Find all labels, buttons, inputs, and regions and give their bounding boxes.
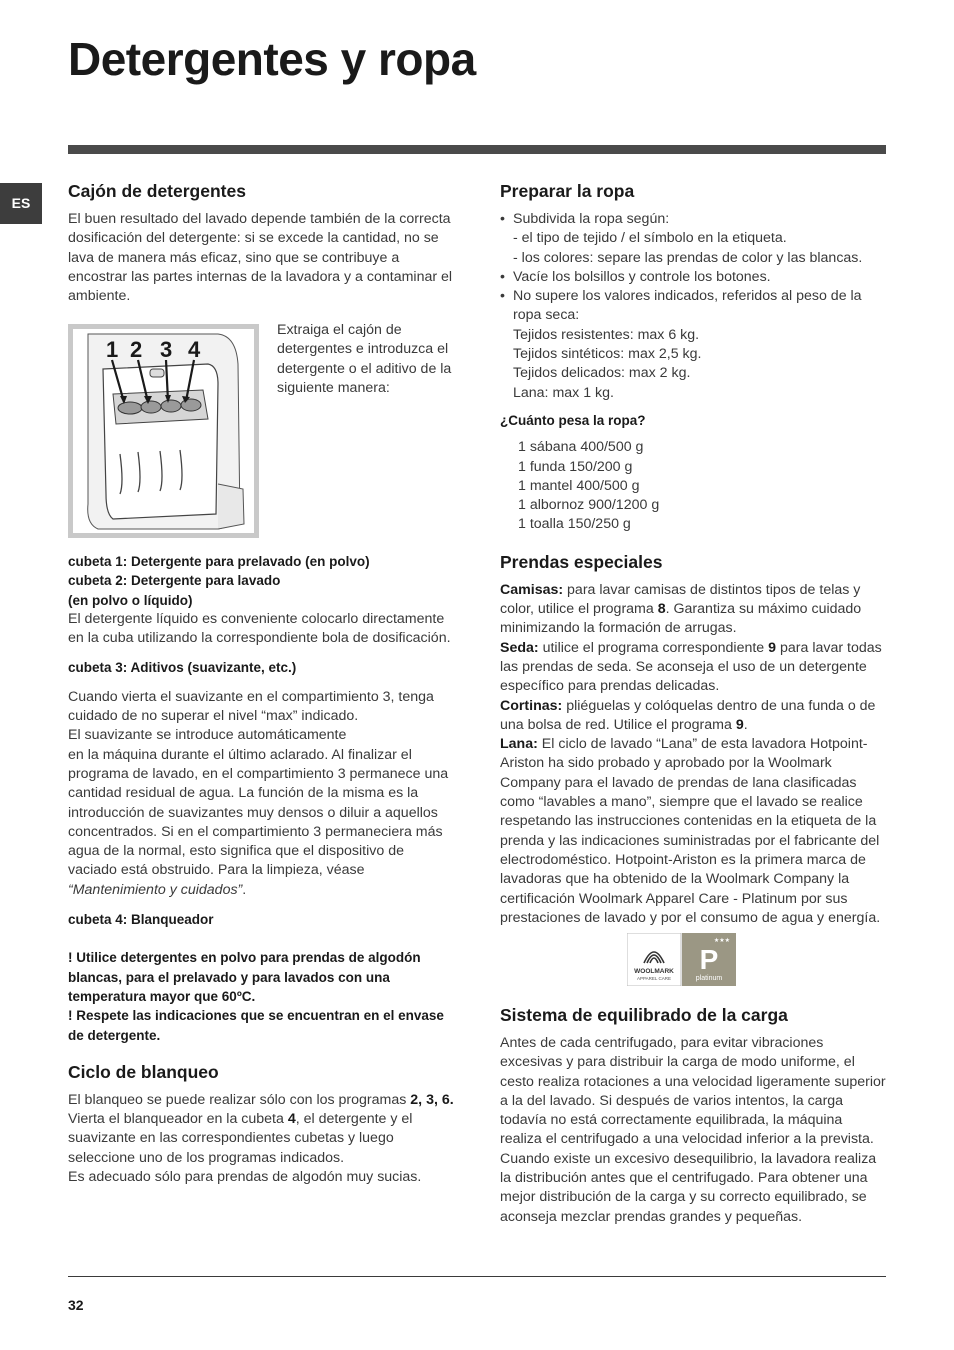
- figure-caption: [277, 321, 457, 398]
- list-item: 1 albornoz 900/1200 g: [518, 497, 660, 514]
- cortinas-text-b: .: [743, 716, 748, 733]
- weight-limit-1: Tejidos resistentes: max 6 kg.: [513, 326, 700, 343]
- warning-1: ! Utilice detergentes en polvo para prendas de algodón blancas, para el prelavado y para lavados con una temperatura mayor que 60ºC.: [68, 950, 421, 1004]
- list-item: [500, 210, 886, 268]
- platinum-stars: ★★★: [713, 937, 730, 944]
- preparar-sub-1: - el tipo de tejido / el símbolo en la etiqueta.: [513, 230, 787, 247]
- cortinas-paragraph: [500, 697, 886, 736]
- platinum-text: platinum: [695, 975, 723, 982]
- cubeta-3-text-a: Cuando vierta el suavizante en el compartimiento 3, tenga cuidado de no superar el nivel “max” indicado.: [68, 688, 434, 725]
- seda-program: 9: [768, 639, 777, 656]
- compartment-label-3: 3: [160, 337, 173, 362]
- camisas-text-b: . Garantiza su máximo cuidado minimizando la formación de arrugas.: [500, 601, 862, 637]
- list-item: [500, 268, 886, 287]
- warning-2: ! Respete las indicaciones que se encuentran en el envase de detergente.: [68, 1008, 444, 1043]
- blanqueo-instructions: [68, 1110, 454, 1168]
- preparar-bullet-3: No supere los valores indicados, referidos al peso de la ropa seca:: [513, 288, 862, 324]
- cortinas-program: 9: [735, 716, 744, 733]
- blanqueo-note: Es adecuado sólo para prendas de algodón muy sucias.: [68, 1169, 422, 1186]
- peso-heading: ¿Cuánto pesa la ropa?: [500, 412, 646, 428]
- preparar-sub-2: - los colores: separe las prendas de color y las blancas.: [513, 249, 863, 266]
- certification-logos: [627, 933, 736, 986]
- cubeta-2-label: cubeta 2: Detergente para lavado: [68, 573, 281, 589]
- seda-text-a: utilice el programa correspondiente: [542, 639, 765, 656]
- footer-rule: [68, 1276, 886, 1277]
- especiales-heading: Prendas especiales: [500, 551, 663, 572]
- list-item: 1 sábana 400/500 g: [518, 439, 644, 456]
- weight-limit-4: Lana: max 1 kg.: [513, 384, 614, 401]
- figure-caption-text: Extraiga el cajón de detergentes e introduzca el detergente o el aditivo de la siguiente manera:: [277, 322, 452, 396]
- equilibrado-heading: Sistema de equilibrado de la carga: [500, 1005, 788, 1025]
- cubeta-1-label: cubeta 1: Detergente para prelavado (en polvo): [68, 554, 370, 569]
- blanqueo-instr-a: Vierta el blanqueador en la cubeta: [68, 1111, 284, 1128]
- compartment-label-1: 1: [106, 337, 119, 362]
- camisas-text-a: para lavar camisas de distintos tipos de telas y color, utilice el programa: [500, 581, 861, 618]
- cajon-heading: Cajón de detergentes: [68, 181, 246, 201]
- cubeta-3-text-c: [68, 746, 454, 900]
- list-item: [500, 287, 886, 403]
- camisas-paragraph: [500, 581, 886, 639]
- seda-label: Seda:: [500, 639, 539, 656]
- right-column: [500, 180, 886, 928]
- header-rule: [68, 145, 886, 154]
- cubeta-4-label: cubeta 4: Blanqueador: [68, 912, 214, 928]
- weight-limit-3: Tejidos delicados: max 2 kg.: [513, 365, 691, 382]
- cubeta-2-text: El detergente líquido es conveniente colocarlo directamente en la cuba utilizando la correspondiente bola de dosificación.: [68, 610, 451, 647]
- cajon-intro: El buen resultado del lavado depende también de la correcta dosificación del detergente: si se excede la cantidad, no se lava de manera más eficaz, sino que se contribuye a encostrar las partes internas de la lavadora y a contaminar el ambiente.: [68, 211, 453, 305]
- cubetas-section: [68, 552, 454, 1187]
- lana-paragraph: [500, 735, 886, 928]
- woolmark-text: WOOLMARK: [634, 968, 674, 975]
- list-item: 1 toalla 150/250 g: [518, 516, 631, 533]
- preparar-bullet-1: Subdivida la ropa según:: [513, 211, 670, 227]
- list-item: 1 mantel 400/500 g: [518, 477, 640, 494]
- detergent-drawer-illustration: [68, 324, 259, 538]
- cortinas-text-a: pliéguelas y colóquelas dentro de una funda o de una bolsa de red. Utilice el programa: [500, 697, 876, 733]
- blanqueo-instr-c: , el detergente y el suavizante en las correspondientes cubetas y luego seleccione uno de los programas indicados.: [68, 1111, 413, 1166]
- cubeta-3-text-b: El suavizante se introduce automáticamente: [68, 727, 347, 744]
- language-badge: ES: [0, 183, 42, 224]
- camisas-program: 8: [657, 601, 666, 618]
- woolmark-subtext: APPAREL CARE: [636, 976, 672, 981]
- lana-text: El ciclo de lavado “Lana” de esta lavadora Hotpoint-Ariston ha sido probado y aprobado por la Woolmark Company para el lavado de prendas de lana clasificadas como “lavables a mano”, siempre que el lavado se realice respetando las instrucciones contenidas en la etiqueta de la prenda y las indicaciones suministradas por el fabricante del electrodoméstico. Hotpoint-Ariston es la primera marca de lavadoras que ha obtenido de la Woolmark Company la certificación Woolmark Apparel Care - Platinum por sus prestaciones de lavado y por el consumo de agua y energía.: [500, 736, 881, 926]
- blanqueo-programs-numbers: 2, 3, 6.: [410, 1091, 454, 1108]
- page-title: Detergentes y ropa: [68, 33, 476, 85]
- cubeta-2-sublabel: (en polvo o líquido): [68, 592, 193, 608]
- cubeta-3-body: en la máquina durante el último aclarado. Al finalizar el programa de lavado, en el compartimiento 3 permanece una cantidad residual de agua. La función de la misma es la introducción de suavizantes muy densos o diluir a aquellos concentrados. Si en el compartimiento 3 permaneciera más agua de la normal, esto significa que el dispositivo de vaciado está obstruido. Para la limpieza, véase: [68, 746, 449, 879]
- seda-text-b: para lavar todas las prendas de seda. Se aconseja el uso de un detergente específico para prendas delicadas.: [500, 639, 882, 695]
- preparar-bullet-2: Vacíe los bolsillos y controle los botones.: [513, 268, 771, 285]
- preparar-heading: Preparar la ropa: [500, 181, 635, 201]
- page-number: 32: [68, 1297, 84, 1313]
- left-column: [68, 180, 454, 306]
- peso-list: [500, 438, 886, 534]
- cubeta-3-end: .: [242, 881, 247, 898]
- compartment-label-2: 2: [130, 337, 143, 362]
- blanqueo-heading: Ciclo de blanqueo: [68, 1061, 219, 1082]
- equilibrado-text: Antes de cada centrifugado, para evitar vibraciones excesivas y para distribuir la carga de modo uniforme, el cesto realiza rotaciones a una velocidad ligeramente superior a la del lavado. Si después de varios intentos, la carga todavía no está correctamente equilibrada, la máquina realiza el centrifugado a una velocidad inferior a la prevista. Cuando existe un excesivo desequilibrio, la lavadora realiza la distribución antes que el centrifugado. Para obtener una mejor distribución de la carga y su correcto equilibrado, se aconseja mezclar prendas grandes y pequeñas.: [500, 1035, 886, 1225]
- preparar-list: [500, 210, 886, 403]
- lana-label: Lana:: [500, 736, 538, 753]
- blanqueo-programs: [68, 1091, 454, 1110]
- cubeta-3-label: cubeta 3: Aditivos (suavizante, etc.): [68, 660, 297, 676]
- platinum-icon: P: [699, 944, 719, 975]
- maintenance-reference: “Mantenimiento y cuidados”: [68, 881, 243, 898]
- compartment-label-4: 4: [188, 337, 201, 362]
- seda-paragraph: [500, 639, 886, 697]
- equilibrado-section: [500, 1004, 886, 1227]
- blanqueo-compartment-number: 4: [287, 1111, 296, 1128]
- weight-limit-2: Tejidos sintéticos: max 2,5 kg.: [513, 346, 702, 363]
- camisas-label: Camisas:: [500, 581, 564, 598]
- cortinas-label: Cortinas:: [500, 697, 563, 714]
- blanqueo-programs-text: El blanqueo se puede realizar sólo con los programas: [68, 1091, 407, 1108]
- list-item: 1 funda 150/200 g: [518, 458, 633, 475]
